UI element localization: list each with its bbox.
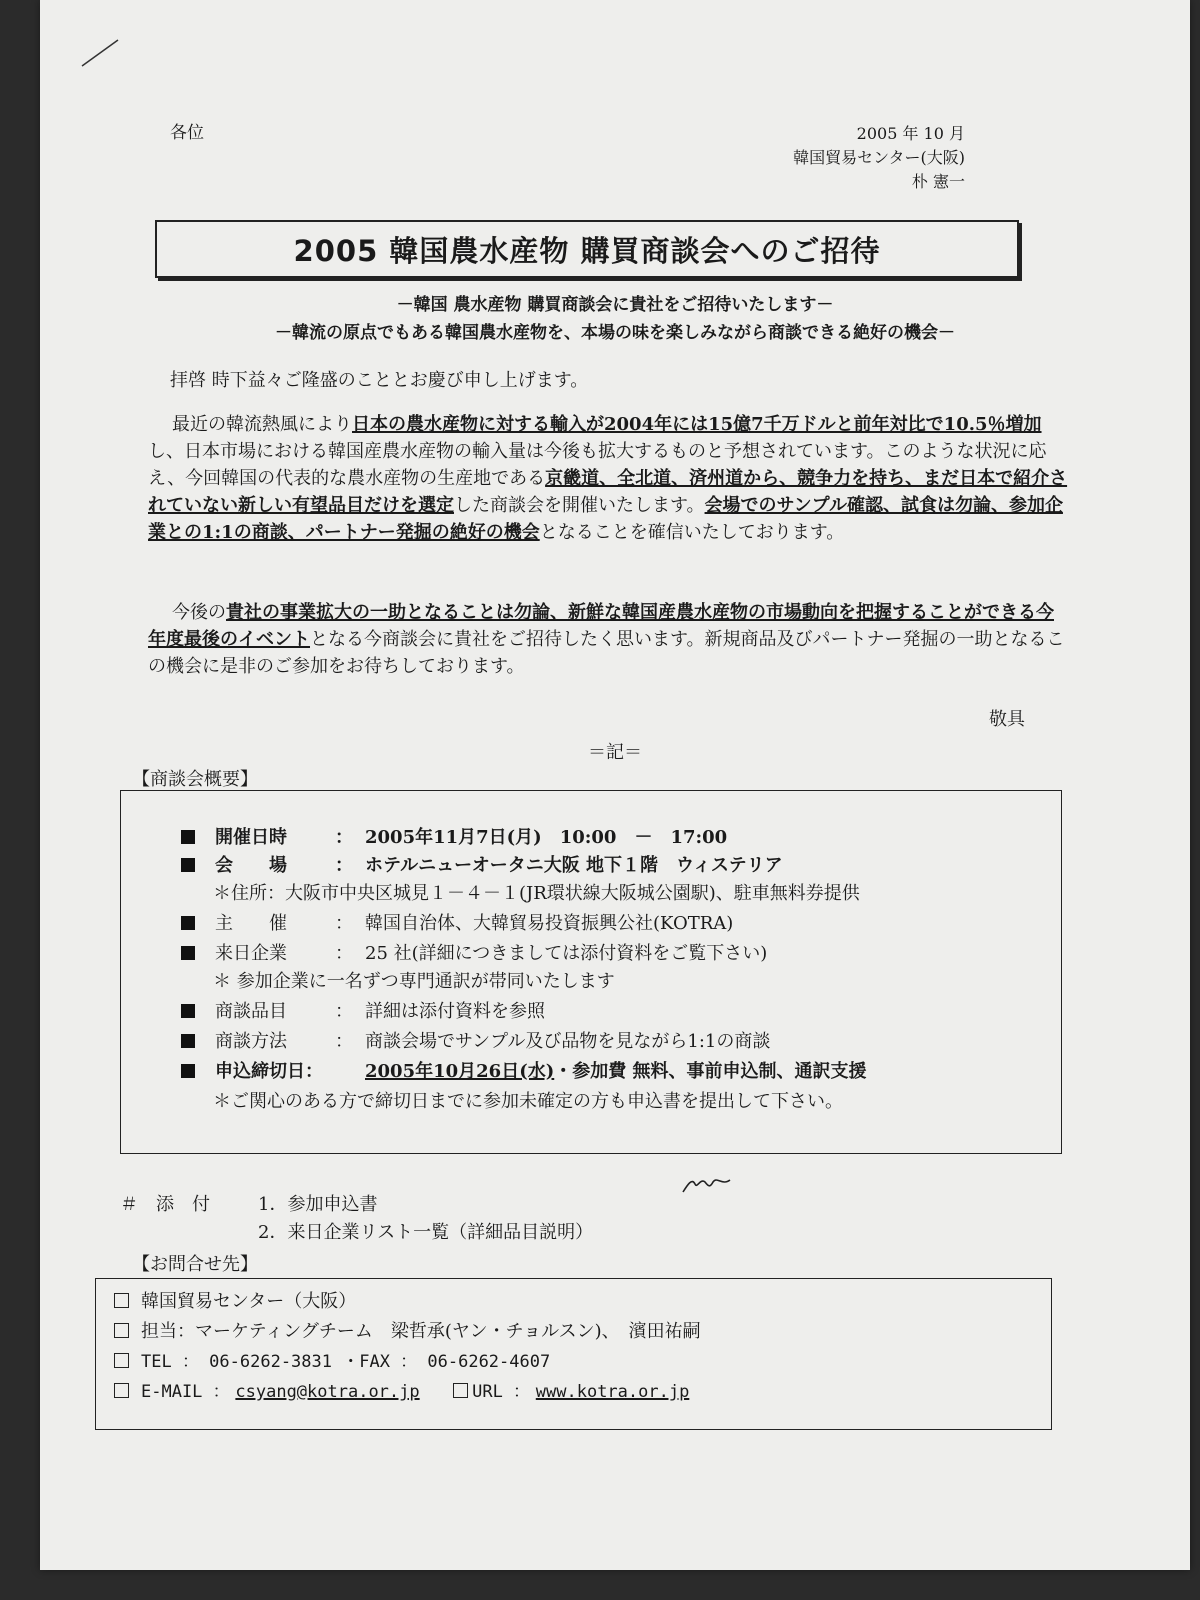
closing-word: 敬具 <box>989 709 1025 730</box>
method-label: 商談方法 <box>215 1031 287 1052</box>
checkbox-square-icon <box>114 1323 129 1338</box>
document-page <box>40 0 1190 1570</box>
email-label: E-MAIL ： <box>141 1382 230 1402</box>
greeting: 拝啓 時下益々ご隆盛のこととお慶び申し上げます。 <box>170 370 589 391</box>
square-bullet-icon <box>181 830 195 844</box>
host-value: 韓国自治体、大韓貿易投資振興公社(KOTRA) <box>365 913 734 934</box>
attachment-company-list: 2．来日企業リスト一覧（詳細品目説明） <box>258 1222 594 1243</box>
date-value: 2005年11月7日(月) 10:00 － 17:00 <box>365 827 728 848</box>
para2-text: 今後の <box>172 602 226 623</box>
url-link[interactable]: www.kotra.or.jp <box>535 1382 690 1402</box>
checkbox-square-icon <box>114 1353 129 1368</box>
items-label: 商談品目 <box>215 1001 287 1022</box>
attachment-application-form: 1．参加申込書 <box>258 1194 378 1215</box>
overview-items-row: 商談品目 ： 詳細は添付資料を参照 <box>181 997 545 1023</box>
handwritten-signature-icon <box>680 1172 740 1196</box>
square-bullet-icon <box>181 858 195 872</box>
square-bullet-icon <box>181 916 195 930</box>
interpreter-note: ＊ 参加企業に一名ずつ専門通訳が帯同いたします <box>213 971 615 992</box>
items-value: 詳細は添付資料を参照 <box>365 1001 545 1022</box>
checkbox-square-icon <box>114 1383 129 1398</box>
square-bullet-icon <box>181 1034 195 1048</box>
address-note: ＊住所：大阪市中央区城見１－４－１(JR環状線大阪城公園駅)、駐車無料券提供 <box>213 883 860 904</box>
overview-box <box>120 790 1062 1154</box>
body-paragraph-1 <box>148 411 1068 546</box>
contact-phone-row <box>114 1347 550 1372</box>
attachment-label: ＃ 添 付 <box>120 1194 210 1215</box>
contact-web-row <box>114 1377 689 1402</box>
contact-phone-fax: TEL ： 06-6262-3831 ・FAX ： 06-6262-4607 <box>141 1352 551 1372</box>
square-bullet-icon <box>181 1004 195 1018</box>
para1-text: し、日本市場における韓国産農水産物の輸入量は今後も拡大するものと予想されています。このような状況に応え、今回韓国の代表的な農水産物の生産地である <box>148 441 1047 489</box>
sender-organization: 韓国貿易センター(大阪) <box>793 148 965 167</box>
contact-org-row <box>114 1287 356 1313</box>
body-paragraph-2 <box>148 599 1068 680</box>
addressee: 各位 <box>170 123 204 143</box>
overview-method-row: 商談方法 ： 商談会場でサンプル及び品物を見ながら1:1の商談 <box>181 1027 770 1053</box>
para1-text: した商談会を開催いたします。 <box>454 495 705 516</box>
url-label: URL ： <box>472 1382 531 1402</box>
record-heading: ＝記＝ <box>588 742 642 763</box>
contact-box <box>95 1278 1052 1430</box>
sender-name: 朴 憲一 <box>911 172 965 191</box>
pen-mark-icon <box>80 38 120 68</box>
overview-date-row: 開催日時 ： 2005年11月7日(月) 10:00 － 17:00 <box>181 823 727 849</box>
method-value: 商談会場でサンプル及び品物を見ながら1:1の商談 <box>365 1031 771 1052</box>
checkbox-square-icon <box>453 1383 468 1398</box>
email-link[interactable]: csyang@kotra.or.jp <box>235 1382 420 1402</box>
square-bullet-icon <box>181 1064 195 1078</box>
contact-section-label: 【お問合せ先】 <box>132 1254 258 1275</box>
letter-date: 2005 年 10 月 <box>856 124 965 143</box>
checkbox-square-icon <box>114 1293 129 1308</box>
square-bullet-icon <box>181 946 195 960</box>
overview-deadline-row <box>181 1057 867 1083</box>
letter-meta <box>793 122 965 194</box>
para2-text: となる今商談会に貴社をご招待したく思います。新規商品及びパートナー発掘の一助となるこの機会に是非のご参加をお待ちしております。 <box>148 629 1065 677</box>
subtitle-invitation: －韓国 農水産物 購買商談会に貴社をご招待いたします－ <box>396 295 834 315</box>
deadline-date: 2005年10月26日(水) <box>365 1061 555 1082</box>
venue-value: ホテルニューオータニ大阪 地下１階 ウィステリア <box>365 855 783 876</box>
companies-value: 25 社(詳細につきましては添付資料をご覧下さい) <box>365 943 768 964</box>
companies-label: 来日企業 <box>215 943 287 964</box>
contact-organization: 韓国貿易センター（大阪） <box>141 1291 357 1312</box>
deadline-label: 申込締切日： <box>215 1061 323 1082</box>
deadline-note: ＊ご関心のある方で締切日までに参加未確定の方も申込書を提出して下さい。 <box>213 1091 843 1112</box>
para1-emphasis: 会場でのサンプル確認、試食は勿論、参加企業との1:1の商談、パートナー発掘の絶好の機会 <box>148 495 1063 543</box>
venue-label: 会 場 <box>215 855 287 876</box>
para2-emphasis: 貴社の事業拡大の一助となることは勿論、新鮮な韓国産農水産物の市場動向を把握することができる今年度最後のイベント <box>148 602 1054 650</box>
contact-person-row <box>114 1317 701 1343</box>
attachment-item-1 <box>120 1190 377 1216</box>
overview-host-row: 主 催 ： 韓国自治体、大韓貿易投資振興公社(KOTRA) <box>181 909 733 935</box>
para1-text: 最近の韓流熱風により <box>172 414 352 435</box>
overview-section-label: 【商談会概要】 <box>132 769 258 790</box>
para1-emphasis: 日本の農水産物に対する輸入が2004年には15億7千万ドルと前年対比で10.5％増加 <box>352 414 1042 435</box>
deadline-details: ・参加費 無料、事前申込制、通訳支援 <box>554 1061 867 1082</box>
document-title: 2005 韓国農水産物 購買商談会へのご招待 <box>155 220 1019 278</box>
overview-companies-row: 来日企業 ： 25 社(詳細につきましては添付資料をご覧下さい) <box>181 939 767 965</box>
subtitle-opportunity: －韓流の原点でもある韓国農水産物を、本場の味を楽しみながら商談できる絶好の機会－ <box>275 323 955 343</box>
contact-person: 担当：マーケティングチーム 梁哲承(ヤン・チョルスン)、 濱田祐嗣 <box>141 1321 701 1342</box>
para1-emphasis: 京畿道、全北道、済州道から、競争力を持ち、まだ日本で紹介されていない新しい有望品目だけを選定 <box>148 468 1068 516</box>
host-label: 主 催 <box>215 913 287 934</box>
date-label: 開催日時 <box>215 827 287 848</box>
overview-venue-row: 会 場 ： ホテルニューオータニ大阪 地下１階 ウィステリア <box>181 851 783 877</box>
para1-text: となることを確信いたしております。 <box>539 522 845 543</box>
